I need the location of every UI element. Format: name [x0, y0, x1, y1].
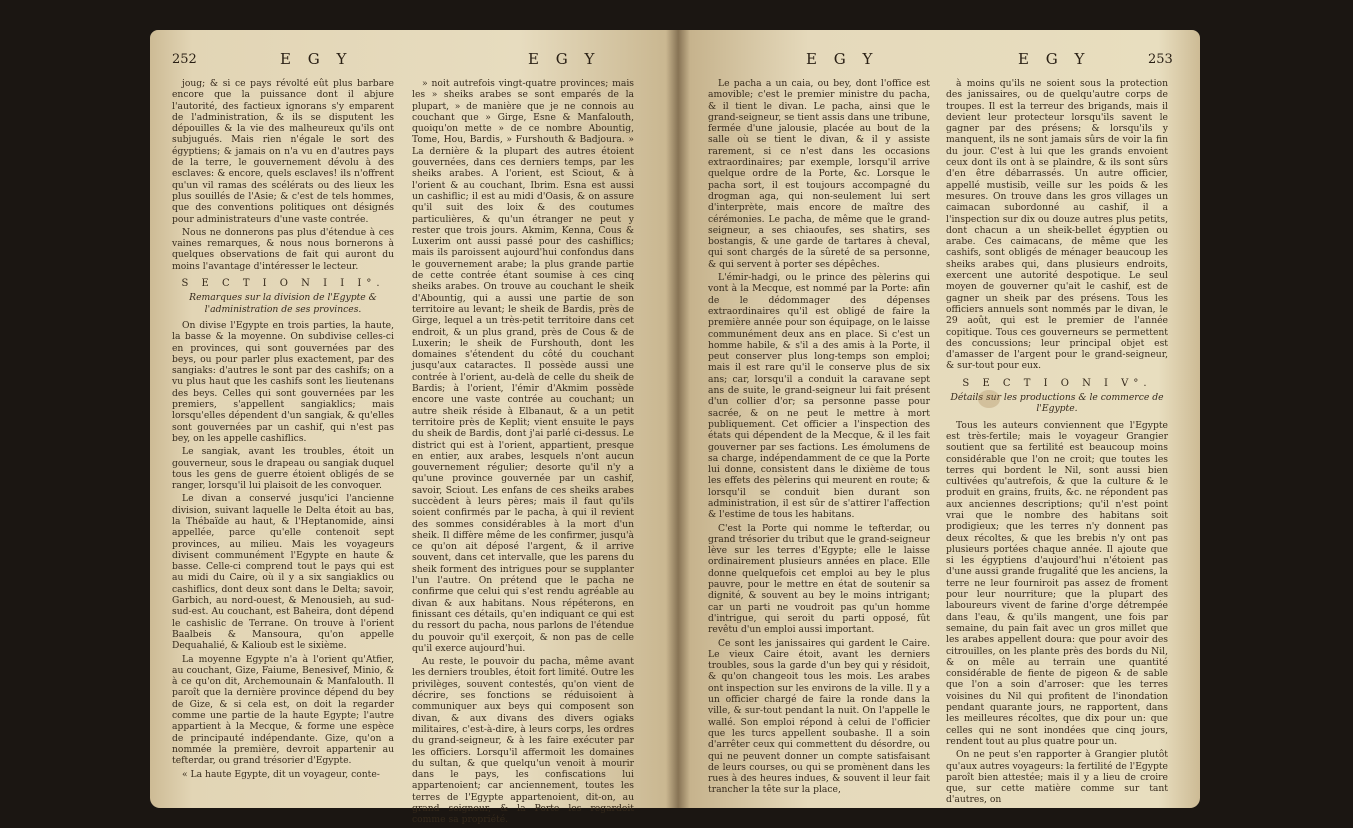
paragraph: Le divan a conservé jusqu'ici l'ancienne division, suivant laquelle le Delta étoit au bas, la Thébaïde au haut, & l'Heptanomide, ainsi appellée, parce qu'elle contenoit sept provinces, au milieu. Mais les voyageurs divisent communément l'Egypte en haute & basse. Celle-ci comprend tout le pays qui est au midi du Caire, où il y a six sangiaklics ou cashiflics, dont deux sont dans le Delta; savoir, Garbich, au nord-ouest, & Menousieh, au sud-sud-est. Au couchant, est Baheira, dont dépend le cashislic de Terrane. On trouve à l'orient Baalbeis & Mansoura, qu'on appelle Dequahalié, & Kalioub est le sixième.: [172, 493, 394, 652]
paragraph: Ce sont les janissaires qui gardent le Caire. Le vieux Caire étoit, avant les derniers troubles, sous la garde d'un bey qui y résidoit, & qu'on changeoit tous les mois. Les arabes ont inspection sur les environs de la ville. Il y a un officier chargé de faire la ronde dans la ville, & sur-tout pendant la nuit. On l'appelle le wallé. Son emploi répond à celui de l'officier que les turcs appellent soubashe. Il a soin d'arrêter ceux qui commettent du désordre, ou qui ne peuvent donner un compte satisfaisant de leurs courses, ou qui se promènent dans les rues à des heures indues, & souvent il leur fait trancher la tête sur la place,: [708, 637, 930, 796]
paragraph: C'est la Porte qui nomme le tefterdar, ou grand trésorier du tribut que le grand-seigneur lève sur les terres d'Egypte; elle le laisse ordinairement plusieurs années en place. Elle donne quelquefois cet emploi au bey le plus pauvre, pour le mettre en état de soutenir sa dignité, & souvent au bey le moins intrigant; car un parti ne voudroit pas qu'un homme d'intrigue, qui seroit du parti opposé, fût revêtu d'un emploi aussi important.: [708, 522, 930, 636]
text-column-1: [708, 78, 930, 798]
text-column-2: [412, 78, 634, 828]
paper-stain: [978, 390, 1000, 408]
paragraph: » noit autrefois vingt-quatre provinces; mais les » sheiks arabes se sont emparés de la plupart, » de manière que je ne connois au couchant que » Girge, Esne & Manfalouth, quoiqu'on mette » de ce nombre Abountig, Tome, Hou, Bardis, » Furshouth & Badjoura. » La dernière & la plupart des autres étoient gouvernées, dans ces derniers temps, par les sheiks arabes. A l'orient, est Sciout, & à l'orient & au couchant, Ibrim. Esna est aussi un cashiflic; il est au midi d'Oasis, & on assure qu'il suit des loix & des coutumes particulières, & qu'un étranger ne peut y rester que trois jours. Akmim, Kenna, Cous & Luxerim ont aussi passé pour des cashiflics; mais ils paroissent aujourd'hui confondus dans le gouvernement arabe; la plus grande partie de cette contrée étant soumise à ces cinq sheiks arabes. On trouve au couchant le sheik d'Abountig, qui a aussi une partie de son territoire au levant; le sheik de Bardis, près de Girge, lequel a un très-petit territoire dans cet endroit, & un plus grand, près de Cous & de Luxerin; le sheik de Furshouth, dont les domaines s'étendent du côté du couchant jusqu'aux cataractes. Il possède aussi une contrée à l'orient, au-delà de celle du sheik de Bardis; à l'orient, l'émir d'Akmim possède encore une vaste contrée au couchant; un autre sheik réside à Elbanaut, & a un petit territoire près de Keplit; vient ensuite le pays du sheik de Bardis, dont j'ai parlé ci-dessus. Le district qui est à l'orient, appartient, presque en entier, aux arabes, lesquels n'ont aucun gouvernement régulier; desorte qu'il n'y a qu'une province gouvernée par un cashif, savoir, Sciout. Les enfans de ces sheiks arabes succèdent à leurs pères; mais il faut qu'ils soient confirmés par le pacha, à qui il revient des sommes considérables à la mort d'un sheik. Il diffère même de les confirmer, jusqu'à ce qu'on ait déposé l'argent, & il arrive souvent, dans cet intervalle, que les parens du sheik forment des intrigues pour se supplanter l'un l'autre. On prétend que le pacha ne confirme que celui qui s'est rendu agréable au divan & aux habitans. Nous répéterons, en finissant ces détails, qu'en indiquant ce qui est du ressort du pacha, nous parlons de l'étendue du pouvoir qu'il exerçoit, & non pas de celle qu'il exerce aujourd'hui.: [412, 78, 634, 654]
text-column-2: [946, 78, 1168, 808]
book-gutter: [666, 30, 690, 808]
paragraph: On ne peut s'en rapporter à Grangier plutôt qu'aux autres voyageurs: la fertilité de l'Egypte paroît bien attestée; mais il y a lieu de croire que, sur cette matière comme sur tant d'autres, on: [946, 749, 1168, 806]
paragraph: joug; & si ce pays révolté eût plus barbare encore que la puissance dont il abjure l'autorité, des factieux ignorans s'y emparent de l'administration, & ils se disputent les dépouilles & la vie des malheureux qu'ils ont subjugués. Mais rien n'égale le sort des égyptiens; & jamais on n'a vu en d'autres pays de la terre, le gouvernement dévolu à des esclaves: & encore, quels esclaves! ils n'offrent qu'un vil ramas des scélérats ou des lieux les plus souillés de l'Asie; & c'est de tels hommes, que des conventions politiques ont désignés pour administrateurs d'une vaste contrée.: [172, 78, 394, 225]
paragraph: Le sangiak, avant les troubles, étoit un gouverneur, sous le drapeau ou sangiak duquel tous les gens de guerre étoient obligés de se ranger, lorsqu'il lui plaisoit de les convoquer.: [172, 446, 394, 492]
running-head: E G Y: [528, 50, 601, 68]
paragraph: L'émir-hadgi, ou le prince des pèlerins qui vont à la Mecque, est nommé par la Porte: afin de le dédommager des dépenses extraordinaires qu'il est obligé de faire la première année pour son équipage, on le laisse communément deux ans en place. Si c'est un homme habile, & s'il a des amis à la Porte, il peut conserver plus long-temps son emploi; mais il est rare qu'il le conserve plus de six ans; car, lorsqu'il a conduit la caravane sept ans de suite, le grand-seigneur lui fait présent d'un collier d'or; sa personne passe pour sacrée, & on ne peut le mettre à mort publiquement. Cet officier a l'inspection des états qui dépendent de la Mecque, & il les fait gouverner par ses factions. Les émolumens de sa charge, indépendamment de ce que la Porte lui donne, consistent dans le dixième de tous les effets des pèlerins qui meurent en route; & lorsqu'il se conduit bien durant son administration, il est sûr de s'attirer l'affection & l'estime de tous les habitans.: [708, 272, 930, 521]
text-column-1: [172, 78, 394, 782]
paragraph: Tous les auteurs conviennent que l'Egypte est très-fertile; mais le voyageur Grangier soutient que sa fertilité est beaucoup moins considérable que l'on ne croit; que toutes les terres qui bordent le Nil, sont aussi bien cultivées qu'autrefois, & que la culture & le produit en grains, fruits, &c. ne répondent pas aux anciennes descriptions; qu'il n'est point vrai que le nombre des habitans soit prodigieux; que les terres n'y donnent pas deux récoltes, & que les brebis n'y ont pas plusieurs portées chaque année. Il ajoute que si les égyptiens d'aujourd'hui n'étoient pas d'une aussi grande frugalité que les anciens, la terre ne leur fourniroit pas assez de froment pour leur nourriture; que la plupart des laboureurs vivent de farine d'orge détrempée dans l'eau, & qu'ils mangent, une fois par semaine, du pain fait avec un gros millet que les arabes appellent doura: que pour avoir des citrouilles, on les plante près des bords du Nil, & on mêle au terrain une quantité considérable de fiente de pigeon & de sable que l'on a soin d'arroser: que les terres voisines du Nil qui profitent de l'inondation pendant quarante jours, ne rapportent, dans les meilleures récoltes, que dix pour un: que celles qui ne sont inondées que cinq jours, rendent tout au plus quatre pour un.: [946, 419, 1168, 747]
paragraph: La moyenne Egypte n'a à l'orient qu'Atfier, au couchant, Gize, Faiume, Benesivef, Minio, & à ce qu'on dit, Archemounain & Manfalouth. Il paroît que la dernière province dépend du bey de Gize, & si cela est, on doit la regarder comme une partie de la haute Egypte; l'autre appartient à la Mecque, & forme une espèce de principauté indépendante. Gize, qu'on a nommée la première, devroit appartenir au tefterdar, ou grand trésorier d'Egypte.: [172, 653, 394, 767]
left-page: [150, 30, 678, 826]
section-subtitle: Détails sur les productions & le commerce de l'Egypte.: [950, 392, 1164, 415]
paragraph: On divise l'Egypte en trois parties, la haute, la basse & la moyenne. On subdivise celles-ci en provinces, qui sont gouvernées par des beys, ou pour parler plus exactement, par des sangiaks: d'autres le sont par des cashifs; on a vu plus haut que les cashifs sont les lieutenans des beys. Celles qui sont gouvernées par les premiers, s'appellent sangiaklics; mais lorsqu'elles dépendent d'un sangiak, & qu'elles sont gouvernées par un cashif, qui n'est pas bey, on les appelle cashiflics.: [172, 319, 394, 444]
page-number-right: 253: [1148, 52, 1173, 67]
right-page: [678, 30, 1200, 808]
paragraph: Au reste, le pouvoir du pacha, même avant les derniers troubles, étoit fort limité. Outre les privilèges, souvent contestés, qu'on vient de décrire, ses fonctions se réduisoient à communiquer aux beys qui composent son divan, & aux divans des divers ogiaks militaires, c'est-à-dire, à leurs corps, les ordres du grand-seigneur, & à les faire exécuter par les officiers. Lorsqu'il affermoit les domaines du sultan, & que quelqu'un venoit à mourir dans le pays, les confiscations lui appartenoient; car anciennement, toutes les terres de l'Egypte appartenoient, dit-on, au grand seigneur, & la Porte les regardoit comme sa propriété.: [412, 656, 635, 826]
running-head: E G Y: [806, 50, 879, 68]
section-heading: S E C T I O N I V°.: [962, 377, 1152, 389]
page-number-left: 252: [172, 52, 197, 67]
paragraph: Nous ne donnerons pas plus d'étendue à ces vaines remarques, & nous nous bornerons à quelques observations de fait qui auront du moins l'avantage d'intéresser le lecteur.: [172, 226, 394, 272]
section-subtitle: Remarques sur la division de l'Egypte & l'administration de ses provinces.: [189, 292, 377, 315]
paragraph: « La haute Egypte, dit un voyageur, conte-: [182, 768, 380, 780]
running-head: E G Y: [1018, 50, 1091, 68]
paragraph: à moins qu'ils ne soient sous la protection des janissaires, ou de quelqu'autre corps de troupes. Il est la terreur des brigands, mais il devient leur protecteur lorsqu'ils savent le gagner par des présens; & lorsqu'ils y manquent, ils ne sont jamais sûrs de voir la fin du jour. C'est à lui que les grands envoient ceux dont ils ont à se plaindre, & ils sont sûrs d'en être débarrassés. Un autre officier, appellé mustisib, veille sur les poids & les mesures. On trouve dans les gros villages un caimacan subordonné au cashif, il a l'inspection sur dix ou douze autres plus petits, dont chacun a un sheik-bellet égyptien ou arabe. Ces caimacans, de même que les cashifs, sont obligés de ménager beaucoup les sheiks arabes qui, dans plusieurs endroits, exercent une autorité despotique. Le seul moyen de gouverner qu'ait le cashif, est de gagner un sheik par des présens. Tous les officiers annuels sont nommés par le divan, le 29 août, qui est le premier de l'année copitique. Tous ces gouverneurs se permettent des concussions; leur principal objet est d'amasser de l'argent pour le grand-seigneur, & sur-tout pour eux.: [946, 78, 1168, 372]
paragraph: Le pacha a un caia, ou bey, dont l'office est amovible; c'est le premier ministre du pacha, & il tient le divan. Le pacha, ainsi que le grand-seigneur, se tient assis dans une tribune, fermée d'une jalousie, placée au bout de la salle où se tient le divan, & il y assiste rarement, si ce n'est dans les occasions extraordinaires; par exemple, lorsqu'il arrive quelque ordre de la Porte, &c. Lorsque le pacha sort, il est toujours accompagné du drogman aga, qui non-seulement lui sert d'interprète, mais encore de maître des cérémonies. Le pacha, de même que le grand-seigneur, a ses chiaoufes, ses shatirs, ses bostangis, & une garde de tartares à cheval, qui sont chargés de la sûreté de sa personne, & qui servent à porter ses dépêches.: [708, 78, 930, 270]
running-head: E G Y: [280, 50, 353, 68]
section-heading: S E C T I O N I I I°.: [181, 278, 385, 290]
